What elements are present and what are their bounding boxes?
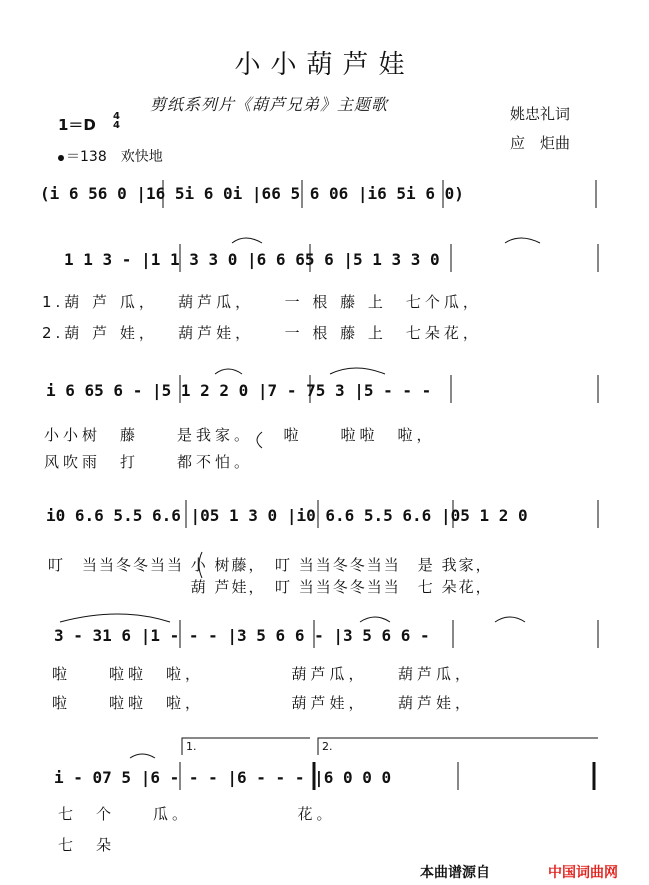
lyric-verse-2: 2.葫 芦 娃， 葫芦娃， 一 根 藤 上 七朵花， [42, 324, 482, 342]
subtitle: 剪纸系列片《葫芦兄弟》主题歌 [150, 95, 389, 114]
lyric-verse-2: 葫 芦娃， 叮 当当冬冬当当 七 朵花， [48, 578, 493, 596]
lyric-verse-2: 风吹雨 打 都不怕。 [44, 453, 254, 471]
time-signature: 4 4 [113, 111, 120, 131]
volta-first: 1. [186, 740, 197, 753]
lyric-verse-1: 1.葫 芦 瓜， 葫芦瓜， 一 根 藤 上 七个瓜， [42, 293, 482, 311]
song-title: 小小葫芦娃 [234, 50, 415, 80]
lyric-verse-1: 七 个 瓜。 花。 [58, 805, 336, 823]
lyricist-credit: 姚忠礼词 [510, 105, 571, 123]
key-signature: 1＝D [58, 116, 96, 134]
source-label: 本曲谱源自 [420, 865, 490, 881]
lyric-verse-1: 啦 啦啦 啦， 葫芦瓜， 葫芦瓜， [52, 665, 475, 683]
notation-line: 1 1 3 - |1 1 3 3 0 |6 6 65 6 |5 1 3 3 0 [64, 250, 440, 269]
notation-line: i - 07 5 |6 - - - |6 - - - |6 0 0 0 [54, 768, 392, 787]
volta-second: 2. [322, 740, 333, 753]
lyric-verse-1: 叮 当当冬冬当当 小 树藤， 叮 当当冬冬当当 是 我家， [48, 556, 493, 574]
notation-line: i0 6.6 5.5 6.6 |05 1 3 0 |i0 6.6 5.5 6.6 |05 1 2 0 [46, 506, 528, 525]
composer-credit: 应 炬曲 [510, 134, 571, 152]
notation-line: 3 - 31 6 |1 - - - |3 5 6 6 - |3 5 6 6 - [54, 626, 430, 645]
lyric-verse-2: 七 朵 [58, 836, 116, 854]
lyric-verse-2: 啦 啦啦 啦， 葫芦娃， 葫芦娃， [52, 694, 475, 712]
notation-line: (i 6 56 0 |16 5i 6 0i |66 5 6 06 |i6 5i 6 0) [40, 184, 464, 203]
tempo-marking: ＝138 欢快地 [58, 146, 163, 166]
source-site-link[interactable]: 中国词曲网 [548, 865, 618, 881]
notation-line: i 6 65 6 - |5 1 2 2 0 |7 - 75 3 |5 - - - [46, 381, 432, 400]
lyric-verse-1: 小小树 藤 是我家。 啦 啦啦 啦， [44, 426, 436, 444]
